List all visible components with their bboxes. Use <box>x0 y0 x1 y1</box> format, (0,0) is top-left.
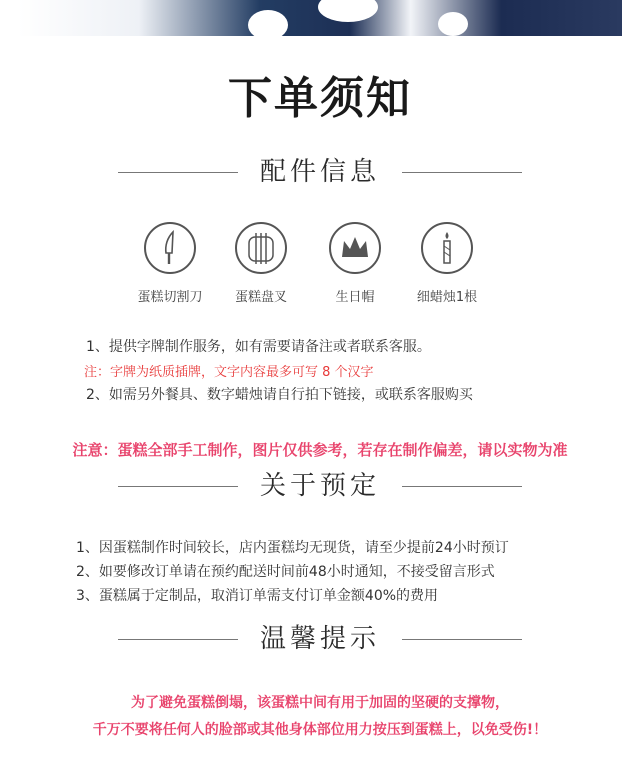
birthday-crown-icon <box>329 222 381 274</box>
booking-note-1: 1、因蛋糕制作时间较长，店内蛋糕均无现货，请至少提前24小时预订 <box>76 540 509 556</box>
accessory-note-2: 2、如需另外餐具、数字蜡烛请自行拍下链接，或联系客服购买 <box>86 387 473 403</box>
top-banner-image <box>18 0 622 36</box>
booking-note-2: 2、如要修改订单请在预约配送时间前48小时通知，不接受留言形式 <box>76 564 495 580</box>
divider-right <box>402 172 522 173</box>
section-title: 配件信息 <box>259 157 380 187</box>
accessory-note-red: 注：字牌为纸质插牌，文字内容最多可写 8 个汉字 <box>84 365 374 380</box>
divider-right <box>402 486 522 487</box>
section-title: 温馨提示 <box>259 624 380 654</box>
accessory-label: 蛋糕切割刀 <box>137 290 203 305</box>
accessory-label: 蛋糕盘叉 <box>234 290 287 305</box>
tip-line-2: 千万不要将任何人的脸部或其他身体部位用力按压到蛋糕上，以免受伤!！ <box>92 722 548 738</box>
accessory-label: 生日帽 <box>335 290 375 305</box>
candle-icon <box>421 222 473 274</box>
warning-notice: 注意：蛋糕全部手工制作，图片仅供参考，若存在制作偏差，请以实物为准 <box>72 441 568 459</box>
cake-knife-icon <box>144 222 196 274</box>
accessory-candle <box>387 222 507 305</box>
plate-fork-icon <box>235 222 287 274</box>
tip-line-1: 为了避免蛋糕倒塌，该蛋糕中间有用于加固的坚硬的支撑物， <box>131 695 509 711</box>
booking-note-3: 3、蛋糕属于定制品，取消订单需支付订单金额40%的费用 <box>76 588 439 604</box>
page-title: 下单须知 <box>228 73 412 124</box>
section-title: 关于预定 <box>259 471 380 501</box>
accessory-note-1: 1、提供字牌制作服务，如有需要请备注或者联系客服。 <box>86 339 431 355</box>
section-header-booking <box>0 466 640 506</box>
section-header-tips <box>0 619 640 659</box>
accessory-label: 细蜡烛1根 <box>416 290 478 305</box>
section-header-accessories <box>0 152 640 192</box>
divider-right <box>402 639 522 640</box>
